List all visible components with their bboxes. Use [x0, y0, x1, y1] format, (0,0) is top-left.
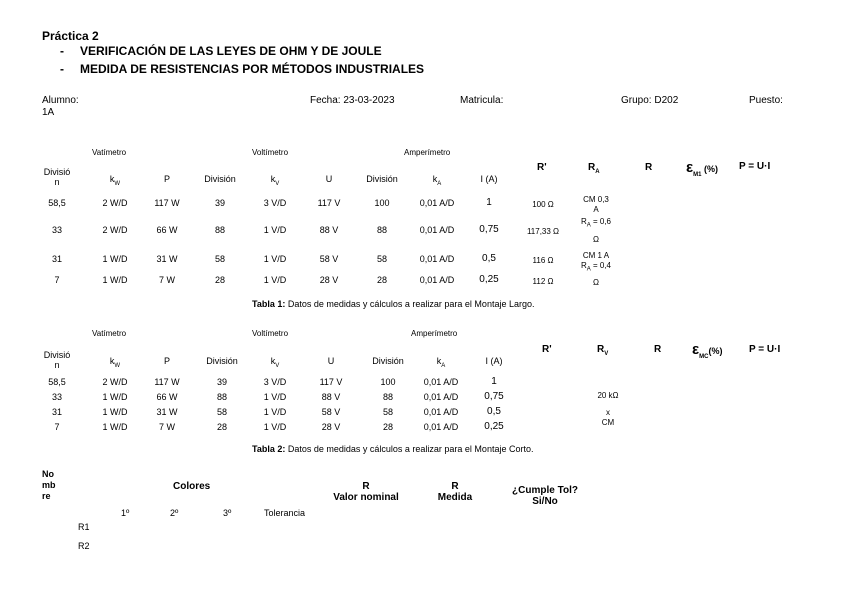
header-ka: $k_A$	[432, 174, 442, 187]
fecha: Fecha: 23-03-2023	[310, 95, 395, 106]
group-vatimetro: Vatímetro	[92, 148, 127, 157]
header-cumple: ¿Cumple Tol? Si/No	[512, 485, 578, 507]
group-amperimetro: Amperímetro	[404, 148, 451, 157]
header-division-3: División	[366, 174, 398, 184]
header-division-2: División	[204, 174, 236, 184]
rv-note-cm: x CM	[601, 408, 615, 427]
header-r-medida: R Medida	[437, 481, 473, 503]
bullet: -	[60, 62, 64, 76]
alumno-label: Alumno:	[42, 95, 79, 106]
ra-note-2: $R_A = 0,6$	[580, 217, 612, 229]
puesto-label: Puesto:	[749, 95, 783, 106]
header-kw: $k_W$	[109, 174, 121, 187]
rv-note-value: 20 kΩ	[597, 391, 619, 400]
table1-caption: Tabla 1: Datos de medidas y cálculos a realizar para el Montaje Largo.	[252, 299, 535, 309]
header-r: R	[654, 344, 662, 355]
header-division-2: División	[206, 356, 238, 366]
group-vatimetro: Vatímetro	[92, 329, 127, 338]
matricula-label: Matricula:	[460, 95, 504, 106]
header-ka: $k_A$	[436, 356, 446, 369]
header-colores: Colores	[173, 481, 211, 492]
header-p: P	[163, 174, 170, 184]
header-i: I (A)	[485, 356, 503, 366]
header-kv: $k_V$	[270, 356, 280, 369]
ra-note-ohm: Ω	[593, 235, 599, 244]
header-epsilon: $\varepsilon_{MC}(\%)$	[692, 341, 723, 360]
header-kv: $k_V$	[270, 174, 280, 187]
header-division-3: División	[372, 356, 404, 366]
header-ra: $R_A$	[588, 162, 600, 175]
header-nombre: No mb re	[42, 469, 56, 501]
header-color-3: 3º	[223, 508, 232, 518]
header-color-1: 1º	[121, 508, 130, 518]
header-p-ui: P = U·I	[749, 344, 781, 355]
heading-item-2: MEDIDA DE RESISTENCIAS POR MÉTODOS INDUSTRIALES	[80, 62, 425, 76]
header-rv: $R_V$	[597, 344, 609, 357]
ra-note-3: CM 1 A $R_A = 0,4$	[580, 251, 612, 273]
group-voltimetro: Voltímetro	[252, 148, 289, 157]
ra-note-1: CM 0,3 A	[583, 195, 609, 214]
grupo: Grupo: D202	[621, 95, 679, 106]
header-r-prime: R'	[537, 162, 547, 173]
ra-note-ohm: Ω	[593, 278, 599, 287]
header-color-2: 2º	[170, 508, 179, 518]
page-title: Práctica 2	[42, 29, 99, 43]
heading-item-1: VERIFICACIÓN DE LAS LEYES DE OHM Y DE JOULE	[80, 44, 382, 58]
header-kw: $k_W$	[109, 356, 121, 369]
header-p-ui: P = U·I	[739, 161, 771, 172]
header-tolerancia: Tolerancia	[264, 508, 306, 518]
header-division: Divisió n	[43, 350, 71, 370]
header-r: R	[645, 162, 653, 173]
header-u: U	[325, 174, 333, 184]
header-u: U	[327, 356, 335, 366]
header-epsilon: $\varepsilon_{M1}$ (%)	[686, 159, 718, 178]
row-label-r2: R2	[78, 541, 90, 551]
bullet: -	[60, 44, 64, 58]
group-voltimetro: Voltímetro	[252, 329, 289, 338]
header-r-nominal: R Valor nominal	[333, 481, 399, 503]
table2-caption: Tabla 2: Datos de medidas y cálculos a realizar para el Montaje Corto.	[252, 444, 534, 454]
header-i: I (A)	[480, 174, 498, 184]
alumno-value: 1A	[42, 107, 55, 118]
header-p: P	[163, 356, 170, 366]
header-division: Divisió n	[43, 167, 71, 187]
row-label-r1: R1	[78, 522, 90, 532]
header-r-prime: R'	[542, 344, 552, 355]
group-amperimetro: Amperímetro	[411, 329, 458, 338]
